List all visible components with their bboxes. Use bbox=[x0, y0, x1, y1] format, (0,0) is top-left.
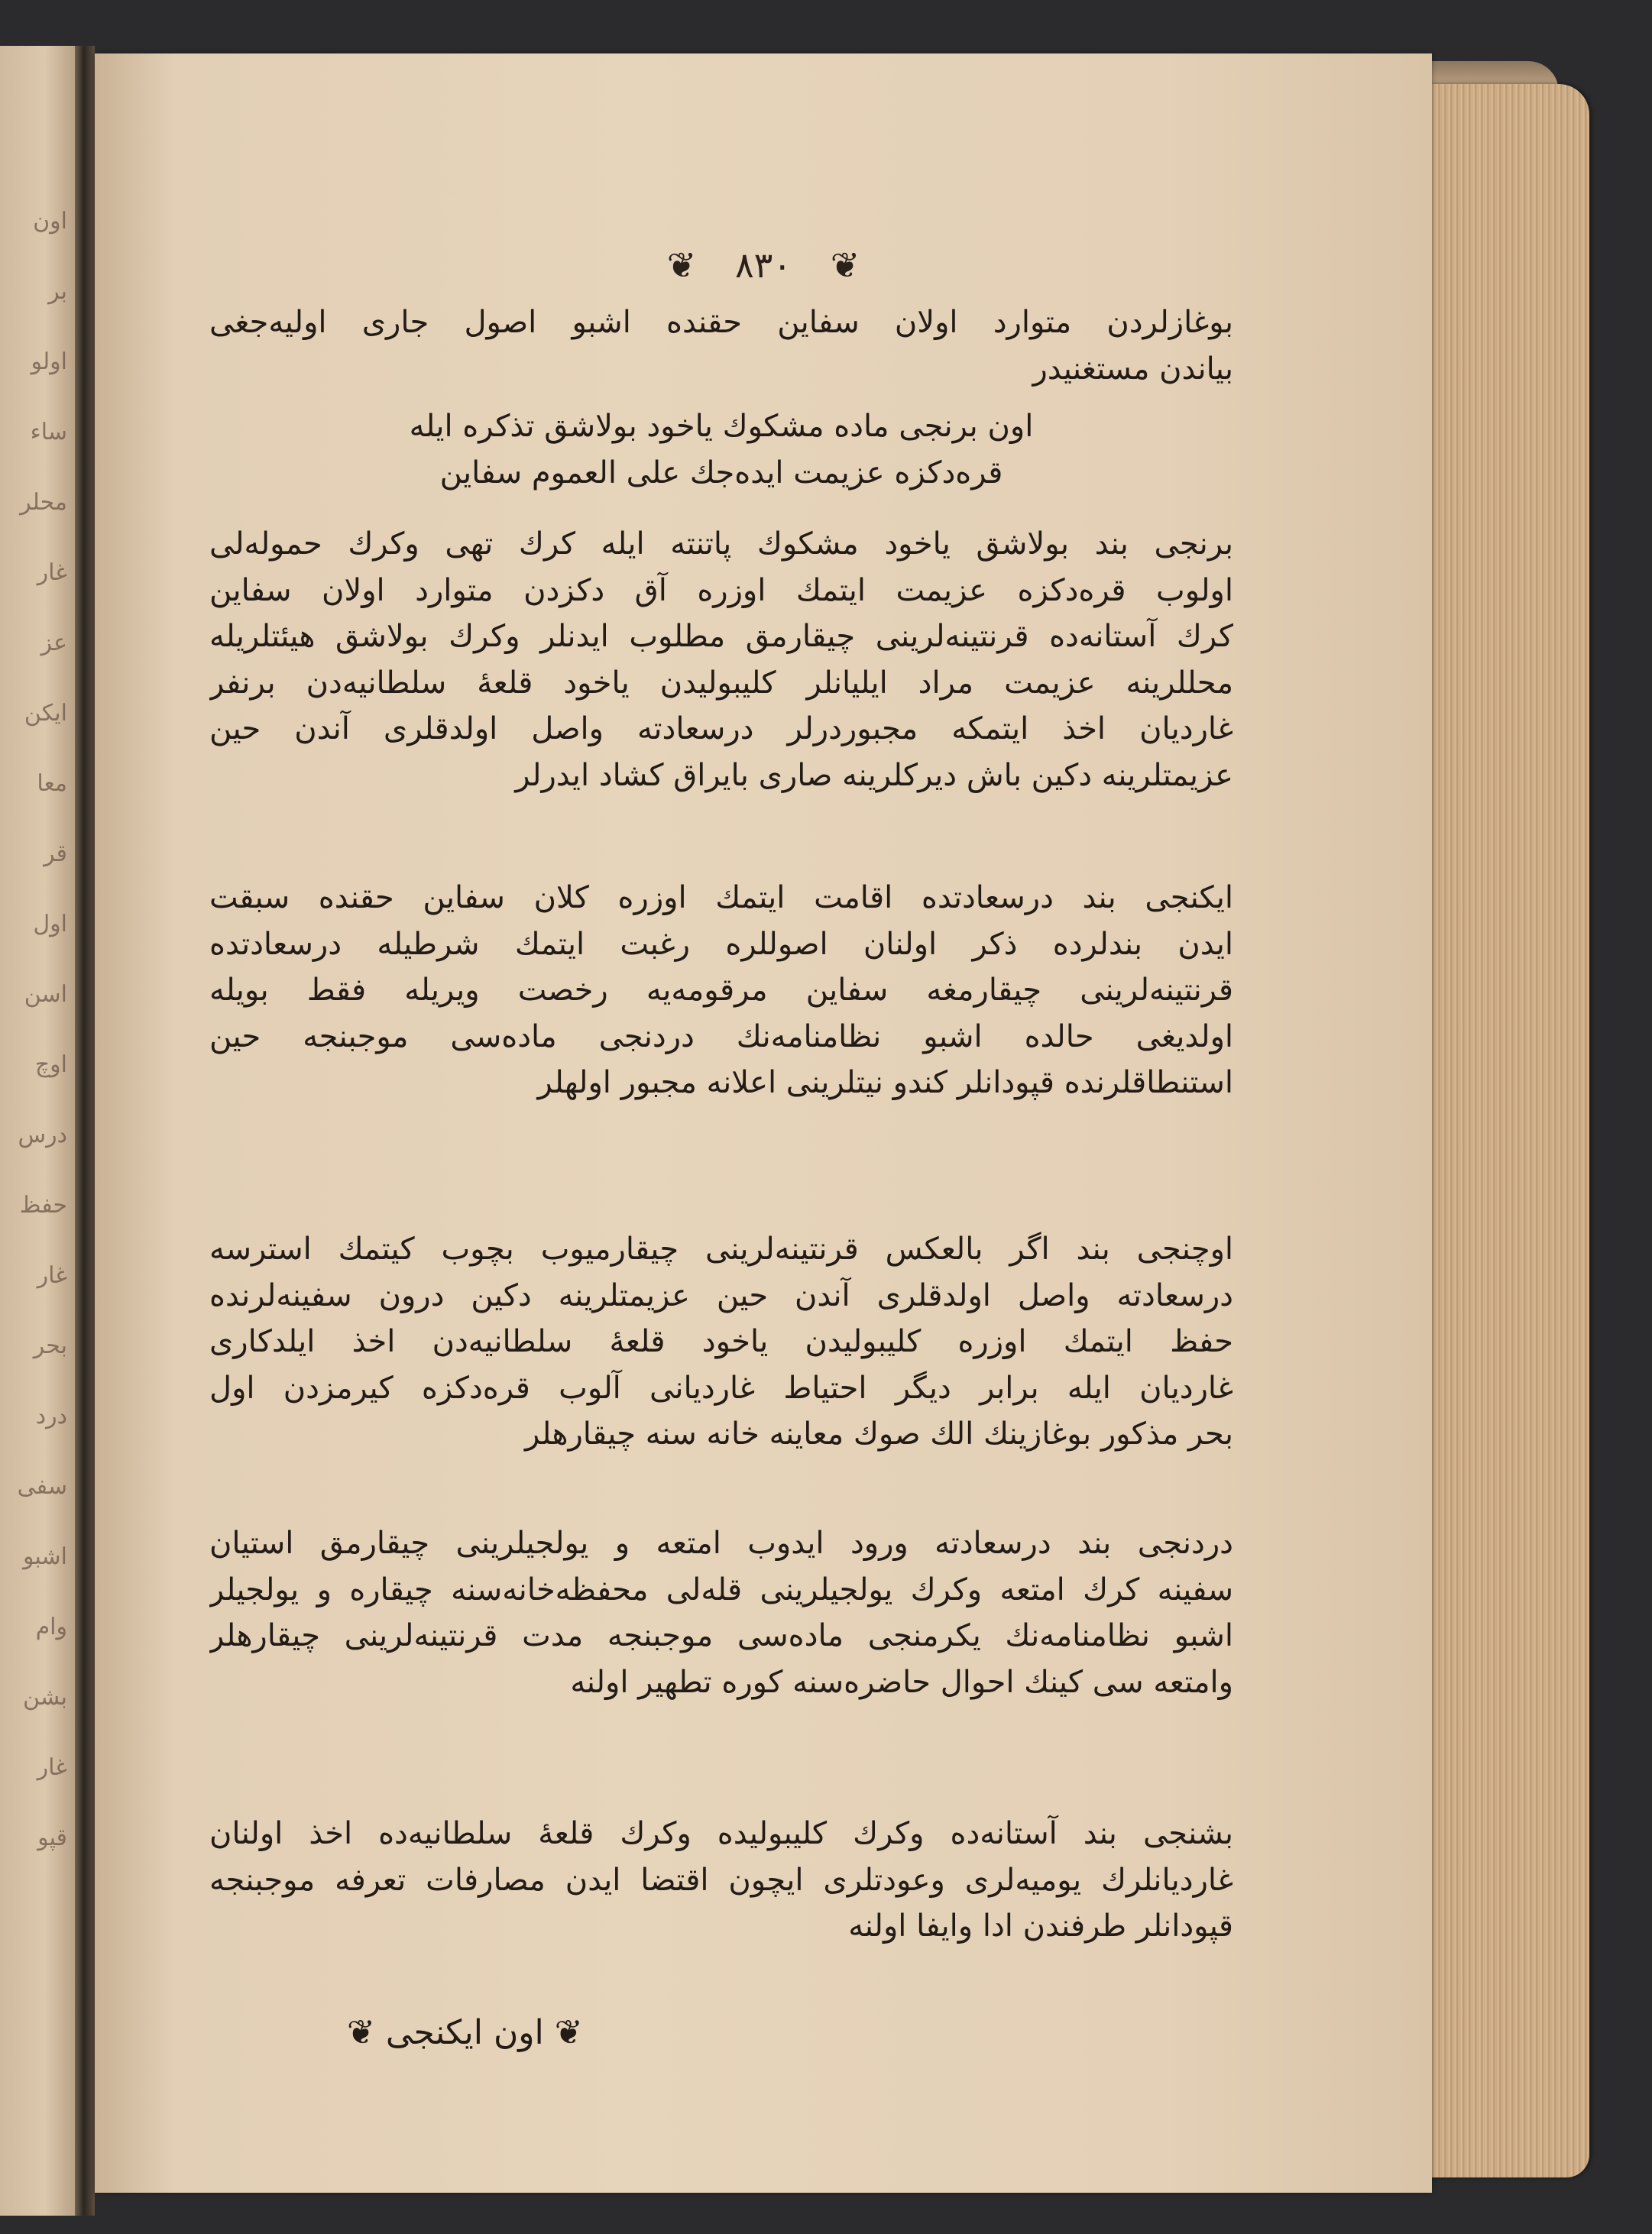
text-line: بوغازلردن متوارد اولان سفاین حقنده اشبو اصول جاری اولیه‌جغی bbox=[209, 305, 1233, 340]
facing-page-fragment: بشن bbox=[23, 1684, 67, 1711]
facing-page-fragment: حفظ bbox=[19, 1192, 67, 1219]
facing-page-fragment: معا bbox=[37, 770, 67, 797]
text-line: اولوب قره‌دکزه عزیمت ایتمك اوزره آق دکزدن متوارد اولان سفاین bbox=[209, 572, 1233, 608]
clause-5 bbox=[209, 1811, 1233, 1950]
article-heading bbox=[209, 403, 1233, 496]
text-line: غاردیان ایله برابر دیگر احتیاط غاردیانی آلوب قره‌دکزه کیرمزدن اول bbox=[209, 1370, 1233, 1406]
text-line: بیاندن مستغنیدر bbox=[1032, 351, 1233, 387]
heading-line: اون برنجی ماده مشکوك یاخود بولاشق تذکره ایله bbox=[409, 409, 1034, 444]
facing-page-fragment: ایکن bbox=[24, 700, 67, 727]
clause-2 bbox=[209, 875, 1233, 1106]
text-line: ایدن بندلرده ذکر اولنان اصوللره رغبت ایتمك شرطیله درسعادتده bbox=[209, 926, 1233, 962]
ornament-left-icon: ❦ bbox=[666, 244, 697, 286]
facing-page-fragment: سفی bbox=[17, 1473, 67, 1500]
book-page bbox=[95, 53, 1432, 2193]
facing-page-fragment: اول bbox=[33, 911, 67, 937]
text-line: سفینه کرك امتعه وکرك یولجیلرینی قله‌لی محفظه‌خانه‌سنه چیقاره و یولجیلر bbox=[209, 1572, 1233, 1608]
ornament-icon: ❦ bbox=[347, 2013, 375, 2052]
text-line: برنجی بند بولاشق یاخود مشکوك پاتنته ایله کرك تهی وکرك حموله‌لی bbox=[209, 526, 1233, 562]
facing-page-fragment: وام bbox=[35, 1614, 67, 1640]
clause-4 bbox=[209, 1520, 1233, 1705]
page-block-edges bbox=[1429, 84, 1589, 2177]
clause-1 bbox=[209, 521, 1233, 798]
facing-page-fragment: بر bbox=[48, 278, 67, 305]
facing-page-fragment: ساء bbox=[30, 419, 67, 445]
text-line: بشنجی بند آستانه‌ده وکرك کلیبولیده وکرك قلعهٔ سلطانیه‌ده اخذ اولنان bbox=[209, 1816, 1233, 1851]
facing-page-fragment: بحر bbox=[33, 1332, 67, 1359]
facing-page-fragment: غار bbox=[37, 1262, 67, 1289]
facing-page-fragment: درس bbox=[18, 1122, 67, 1148]
catchword-text: اون ایکنجی bbox=[385, 2013, 544, 2052]
page-header bbox=[95, 244, 1432, 286]
ornament-right-icon: ❦ bbox=[830, 244, 860, 286]
text-line: اشبو نظامنامه‌نك یکرمنجی ماده‌سی موجبنجه مدت قرنتینه‌لرینی چیقارهلر bbox=[209, 1618, 1233, 1653]
ornament-icon: ❦ bbox=[554, 2013, 583, 2052]
facing-page-fragment: غار bbox=[37, 559, 67, 586]
text-line: غاردیانلرك یومیه‌لری وعودتلری ایچون اقتضا ایدن مصارفات تعرفه موجبنجه bbox=[209, 1862, 1233, 1898]
facing-page-edge bbox=[0, 46, 75, 2216]
facing-page-fragment: درد bbox=[35, 1403, 67, 1429]
text-line: دردنجی بند درسعادته ورود ایدوب امتعه و یولجیلرینی چیقارمق استیان bbox=[209, 1526, 1233, 1561]
text-line: بحر مذکور بوغازینك الك صوك معاینه خانه سنه چیقارهلر bbox=[525, 1416, 1233, 1452]
clause-3 bbox=[209, 1226, 1233, 1458]
facing-page-fragment: اوچ bbox=[34, 1051, 67, 1078]
facing-page-fragment: عز bbox=[40, 630, 67, 656]
text-line: استنطاقلرنده قپودانلر کندو نیتلرینی اعلانه مجبور اولهلر bbox=[537, 1065, 1233, 1100]
catchword bbox=[347, 2013, 583, 2052]
heading-line: قره‌دکزه عزیمت ایده‌جك علی العموم سفاین bbox=[439, 455, 1003, 491]
facing-page-fragment: اشبو bbox=[22, 1543, 67, 1570]
page-number: ۸۳۰ bbox=[734, 244, 792, 286]
facing-page-fragment: اولو bbox=[31, 348, 67, 375]
text-line: درسعادته واصل اولدقلری آندن حین عزیمتلرینه دکین درون سفینه‌لرنده bbox=[209, 1277, 1233, 1313]
intro-block bbox=[209, 299, 1233, 392]
facing-page-fragment: قپو bbox=[37, 1824, 67, 1851]
text-line: غاردیان اخذ ایتمکه مجبوردرلر درسعادته واصل اولدقلری آندن حین bbox=[209, 711, 1233, 746]
facing-page-fragment: غار bbox=[37, 1754, 67, 1781]
facing-page-fragment: محلر bbox=[20, 489, 67, 516]
text-line: حفظ ایتمك اوزره کلیبولیدن یاخود قلعهٔ سلطانیه‌دن اخذ ایلدکاری bbox=[209, 1324, 1233, 1359]
text-line: محللرینه عزیمت مراد ایلیانلر کلیبولیدن یاخود قلعهٔ سلطانیه‌دن برنفر bbox=[209, 665, 1233, 701]
text-line: کرك آستانه‌ده قرنتینه‌لرینی چیقارمق مطلوب ایدنلر وکرك بولاشق هیئتلریله bbox=[209, 619, 1233, 654]
facing-page-fragment: قر bbox=[44, 840, 67, 867]
text-line: اولدیغی حالده اشبو نظامنامه‌نك دردنجی ماده‌سی موجبنجه حین bbox=[209, 1018, 1233, 1054]
text-line: قرنتینه‌لرینی چیقارمغه سفاین مرقومه‌یه رخصت ویریله فقط بویله bbox=[209, 973, 1233, 1008]
facing-page-fragment: اسن bbox=[24, 981, 67, 1008]
text-line: ایکنجی بند درسعادتده اقامت ایتمك اوزره کلان سفاین حقنده سبقت bbox=[209, 880, 1233, 915]
text-line: قپودانلر طرفندن ادا وایفا اولنه bbox=[848, 1909, 1233, 1944]
text-line: اوچنجی بند اگر بالعکس قرنتینه‌لرینی چیقارمیوب بچوب کیتمك استرسه bbox=[209, 1232, 1233, 1267]
text-line: عزیمتلرینه دکین باش دیرکلرینه صاری بایراق کشاد ایدرلر bbox=[515, 757, 1233, 793]
facing-page-fragment: اون bbox=[33, 208, 67, 235]
book-gutter bbox=[75, 46, 95, 2216]
text-line: وامتعه سی کینك احوال حاضره‌سنه کوره تطهیر اولنه bbox=[570, 1664, 1233, 1700]
